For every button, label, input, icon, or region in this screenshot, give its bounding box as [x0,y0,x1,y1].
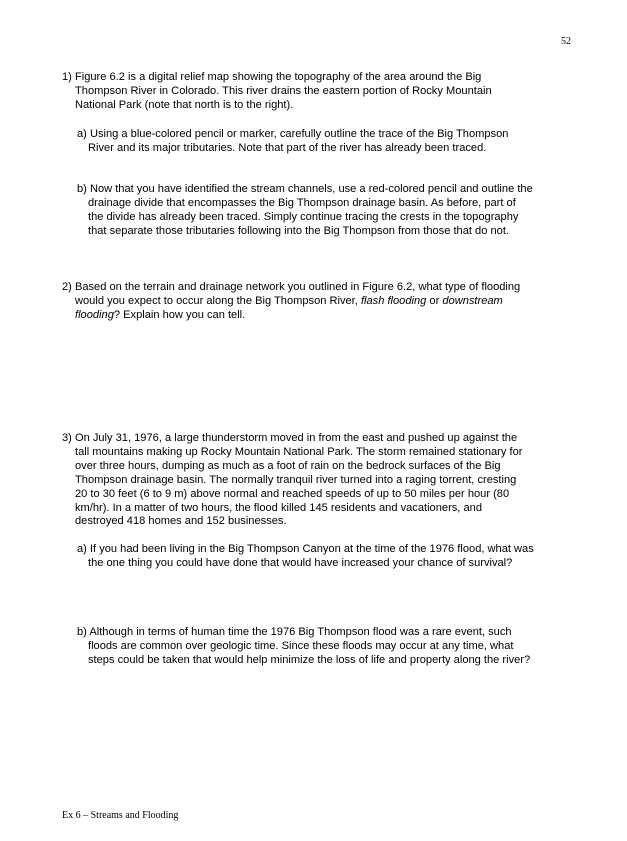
question-3b-line: b) Although in terms of human time the 1976 Big Thompson flood was a rare event, such [77,626,512,638]
question-3-line: over three hours, dumping as much as a foot of rain on the bedrock surfaces of the Big [75,459,501,472]
question-3a [77,543,534,571]
question-1b-line: drainage divide that encompasses the Big Thompson drainage basin. As before, part of [88,196,516,209]
downstream-flooding-term: downstream [442,294,503,307]
question-1a-line: River and its major tributaries. Note that part of the river has already been traced. [88,141,487,154]
question-1-line: Thompson River in Colorado. This river drains the eastern portion of Rocky Mountain [75,84,492,97]
question-3 [62,432,522,529]
page-number: 52 [561,36,571,47]
question-2-line: 2) Based on the terrain and drainage network you outlined in Figure 6.2, what type of flooding [62,281,521,293]
question-3-line: km/hr). In a matter of two hours, the flood killed 145 residents and vacationers, and [75,501,482,514]
page-footer: Ex 6 – Streams and Flooding [62,810,179,821]
question-1-line: 1) Figure 6.2 is a digital relief map showing the topography of the area around the Big [62,71,482,83]
question-3-line: 20 to 30 feet (6 to 9 m) above normal and reached speeds of up to 50 miles per hour (80 [75,487,510,500]
question-2-line [62,295,520,309]
question-1 [62,71,492,113]
question-2-text: ? Explain how you can tell. [113,308,246,321]
question-1a-line: a) Using a blue-colored pencil or marker, carefully outline the trace of the Big Thompson [77,128,509,140]
question-3b [77,626,530,668]
question-1a [77,128,508,156]
question-3a-line: a) If you had been living in the Big Thompson Canyon at the time of the 1976 flood, what was [77,543,534,555]
question-3-line: 3) On July 31, 1976, a large thunderstorm moved in from the east and pushed up against the [62,432,518,444]
question-2-text: or [426,294,443,307]
question-1-line: National Park (note that north is to the right). [75,98,294,111]
question-1b-line: b) Now that you have identified the stream channels, use a red-colored pencil and outline the [77,183,533,195]
question-1b-line: the divide has already been traced. Simply continue tracing the crests in the topography [88,210,519,223]
question-3a-line: the one thing you could have done that would have increased your chance of survival? [88,556,513,569]
question-1b [77,183,533,239]
flooding-term: flooding [75,308,114,321]
question-3-line: destroyed 418 homes and 152 businesses. [75,515,287,528]
question-2 [62,281,520,323]
question-3-line: Thompson drainage basin. The normally tranquil river turned into a raging torrent, cresting [75,473,517,486]
question-1b-line: that separate those tributaries following into the Big Thompson from those that do not. [88,224,509,237]
question-3b-line: floods are common over geologic time. Since these floods may occur at any time, what [88,639,514,652]
question-3b-line: steps could be taken that would help minimize the loss of life and property along the river? [88,653,531,666]
flash-flooding-term: flash flooding [360,294,427,307]
question-2-text: would you expect to occur along the Big Thompson River, [75,294,361,307]
question-3-line: tall mountains making up Rocky Mountain National Park. The storm remained stationary for [75,445,523,458]
question-2-line [62,309,520,323]
